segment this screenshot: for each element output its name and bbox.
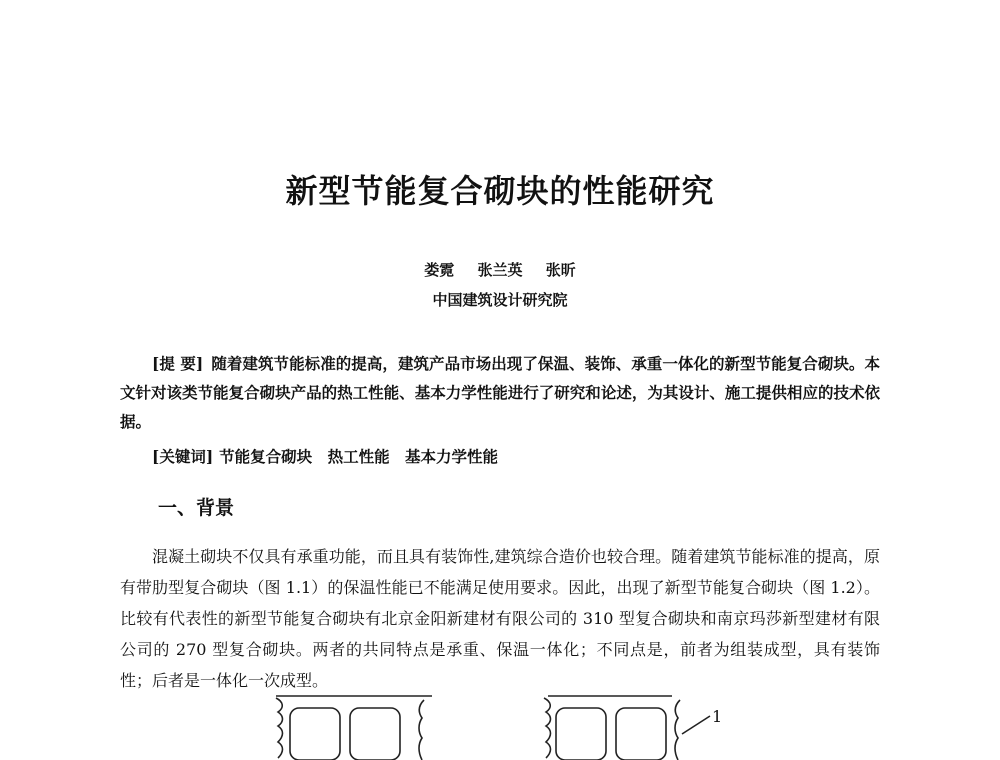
block2-right-edge [675,700,680,760]
author-list: 娄霓 张兰英 张昕 [424,261,576,279]
block2-cavity-left [556,708,606,760]
section-heading: 一、背景 [158,497,235,519]
author-affiliation: 中国建筑设计研究院 [432,291,568,309]
callout-leader-line [682,716,710,734]
keywords-label: [关键词] [152,447,214,466]
paper-title: 新型节能复合砌块的性能研究 [285,172,715,210]
abstract-paragraph [120,349,880,436]
abstract-label: [提 要] [152,354,204,373]
block-right-edge [419,700,424,760]
figure-1-2-block [544,696,710,760]
figure-1-1-block [276,696,432,760]
block-figure [262,690,722,760]
block-cavity-left [290,708,340,760]
block-left-edge [276,698,283,758]
callout-label: 1 [712,707,722,726]
abstract-text: 随着建筑节能标准的提高，建筑产品市场出现了保温、装饰、承重一体化的新型节能复合砌块。本文针对该类节能复合砌块产品的热工性能、基本力学性能进行了研究和论述，为其设计、施工提供相应的技术依据。 [120,354,880,431]
block2-cavity-right [616,708,666,760]
body-paragraph: 混凝土砌块不仅具有承重功能，而且具有装饰性,建筑综合造价也较合理。随着建筑节能标准的提高，原有带肋型复合砌块（图 1.1）的保温性能已不能满足使用要求。因此，出现了新型节能复合砌块（图 1.2）。比较有代表性的新型节能复合砌块有北京金阳新建材有限公司的 310 型复合砌块和南京玛莎新型建材有限公司的 270 型复合砌块。两者的共同特点是承重、保温一体化；不同点是，前者为组装成型，具有装饰性；后者是一体化一次成型。 [120,547,880,690]
keywords-line [152,445,498,467]
block-cavity-right [350,708,400,760]
keywords-text: 节能复合砌块 热工性能 基本力学性能 [219,447,498,466]
block2-left-edge [544,698,551,758]
